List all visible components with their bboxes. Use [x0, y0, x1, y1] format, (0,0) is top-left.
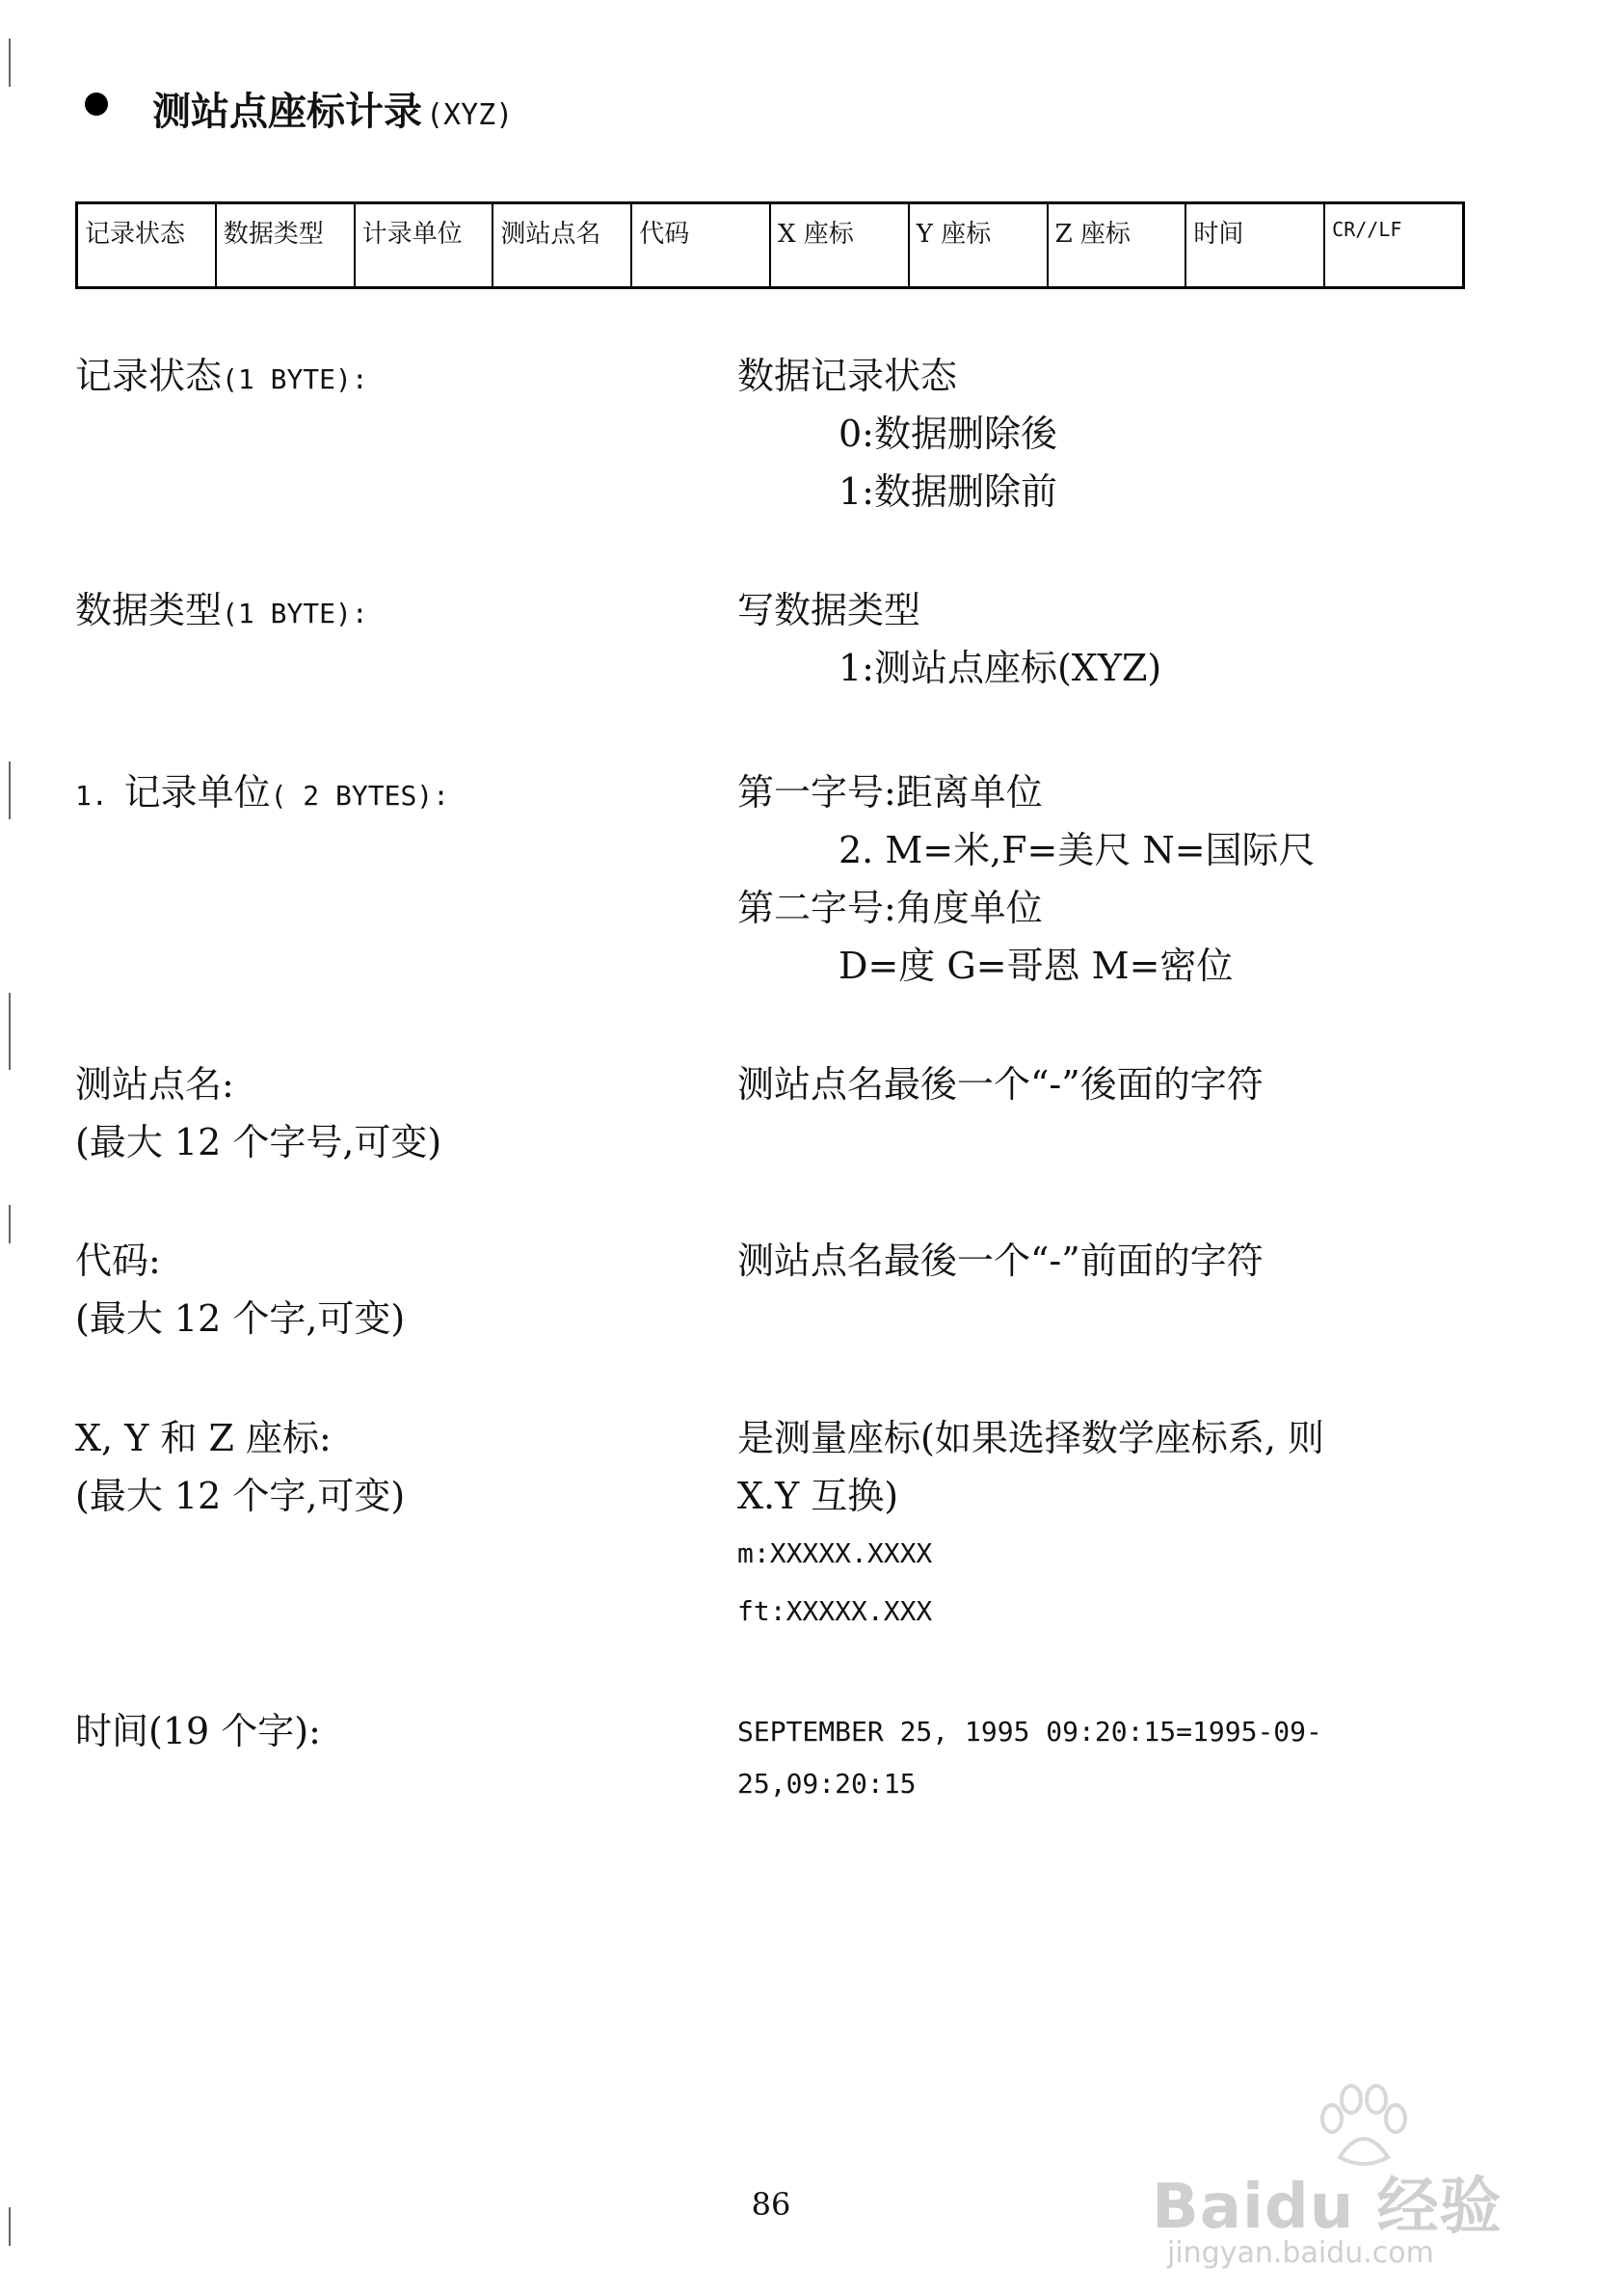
format-field: 计录单位 [356, 204, 494, 286]
desc-line: m:XXXXX.XXXX [737, 1537, 933, 1569]
label-size: (1 BYTE): [222, 363, 368, 395]
desc-line: D=度 G=哥恩 M=密位 [839, 945, 1234, 987]
field-label-code [75, 1232, 405, 1348]
label-text: 记录单位 [123, 771, 271, 814]
desc-line: 写数据类型 [737, 589, 921, 631]
field-label-unit [75, 763, 449, 825]
label-text: 测站点名: [75, 1063, 234, 1106]
scan-edge-mark [9, 1205, 11, 1243]
field-desc-code [737, 1232, 1264, 1290]
label-text: 时间(19 个字): [75, 1710, 321, 1752]
watermark [1152, 2082, 1576, 2275]
label-text: X, Y 和 Z 座标: [75, 1417, 332, 1459]
field-desc-coordinates [737, 1409, 1324, 1641]
field-label-record-status [75, 347, 368, 409]
field-desc-unit [737, 763, 1316, 995]
scan-edge-mark [9, 761, 11, 819]
field-desc-data-type [737, 581, 1161, 697]
format-field: 测站点名 [493, 204, 632, 286]
field-desc-station-name [737, 1055, 1264, 1113]
section-title-text: 测站点座标计录 [152, 89, 422, 134]
desc-line: 25,09:20:15 [737, 1768, 917, 1800]
label-note: (最大 12 个字,可变) [75, 1297, 406, 1340]
page-number: 86 [751, 2186, 791, 2223]
desc-line: 0:数据删除後 [839, 413, 1057, 455]
label-note: (最大 12 个字号,可变) [75, 1121, 442, 1163]
label-text: 数据类型 [75, 589, 223, 631]
desc-line: 第二字号:角度单位 [737, 887, 1043, 929]
label-note: (最大 12 个字,可变) [75, 1475, 406, 1517]
desc-line: 2. M=米,F=美尺 N=国际尺 [839, 829, 1316, 871]
field-desc-record-status [737, 347, 1057, 520]
label-text: 记录状态 [75, 355, 223, 397]
format-field: 时间 [1186, 204, 1325, 286]
desc-line: X.Y 互换) [737, 1475, 899, 1517]
desc-line: 是测量座标(如果选择数学座标系, 则 [737, 1417, 1324, 1459]
desc-line: SEPTEMBER 25, 1995 09:20:15=1995-09- [737, 1716, 1322, 1748]
bullet-icon [85, 93, 108, 116]
section-title-suffix: (XYZ) [426, 98, 514, 132]
field-label-data-type [75, 581, 368, 643]
field-label-time [75, 1702, 321, 1760]
desc-line: 测站点名最後一个“-”後面的字符 [737, 1063, 1264, 1106]
field-label-coordinates [75, 1409, 405, 1525]
desc-line: 1:测站点座标(XYZ) [839, 647, 1162, 689]
format-field: Z 座标 [1049, 204, 1187, 286]
format-field: 记录状态 [78, 204, 217, 286]
field-desc-time [737, 1706, 1322, 1810]
field-label-station-name [75, 1055, 441, 1171]
format-field: X 座标 [771, 204, 910, 286]
desc-line: 1:数据删除前 [839, 470, 1057, 513]
paw-logo-icon [1311, 2082, 1417, 2169]
label-size: (1 BYTE): [222, 598, 368, 629]
watermark-brand: Baidu 经验 [1152, 2172, 1503, 2243]
scan-edge-mark [9, 993, 11, 1070]
label-number: 1. [75, 780, 124, 812]
desc-line: 第一字号:距离单位 [737, 771, 1043, 814]
desc-line: 数据记录状态 [737, 355, 958, 397]
format-field: 代码 [632, 204, 771, 286]
desc-line: 测站点名最後一个“-”前面的字符 [737, 1240, 1264, 1282]
label-size: ( 2 BYTES): [270, 780, 450, 812]
watermark-url: jingyan.baidu.com [1167, 2236, 1434, 2270]
desc-line: ft:XXXXX.XXX [737, 1595, 933, 1627]
section-title [152, 81, 513, 136]
label-text: 代码: [75, 1240, 161, 1282]
record-format-table [75, 201, 1465, 289]
format-field: 数据类型 [217, 204, 356, 286]
format-field: Y 座标 [910, 204, 1049, 286]
format-field: CR//LF [1332, 218, 1402, 241]
scan-edge-mark [9, 39, 11, 87]
